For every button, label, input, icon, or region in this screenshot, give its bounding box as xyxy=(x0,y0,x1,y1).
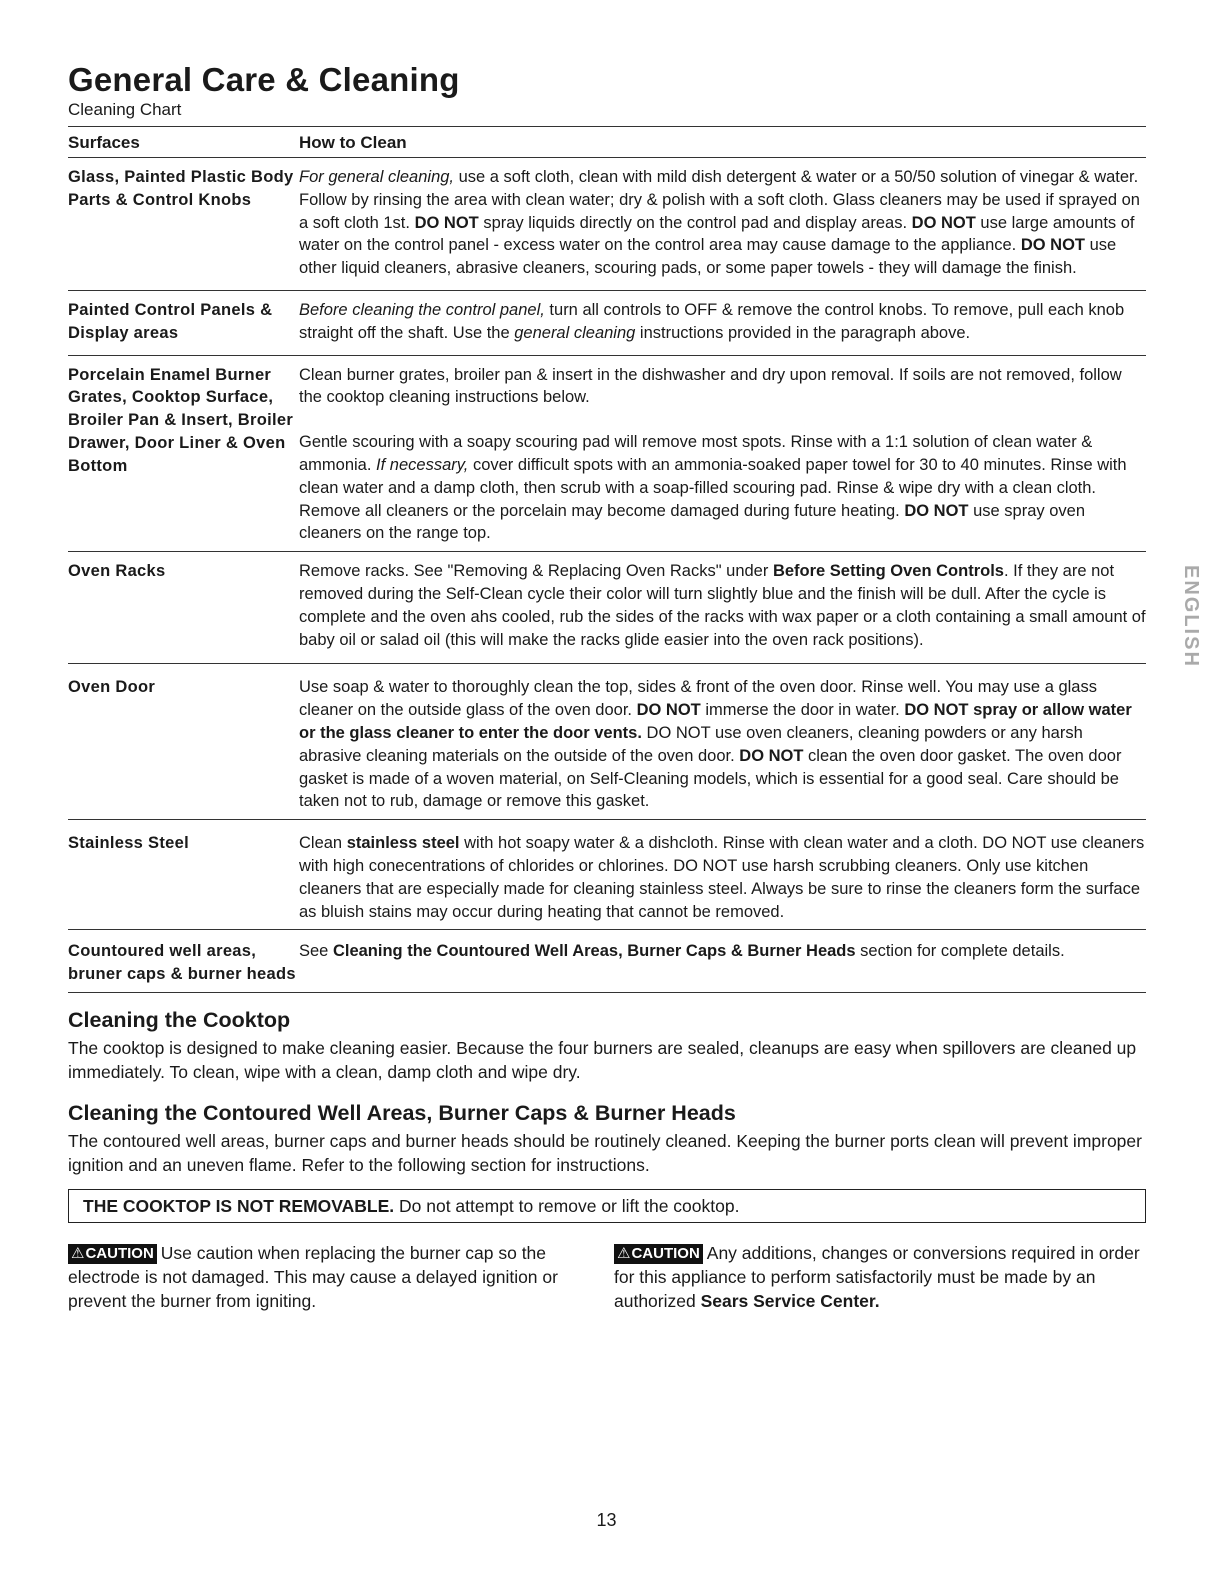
chart-row xyxy=(68,930,1146,993)
page-subtitle: Cleaning Chart xyxy=(68,100,182,119)
cautions xyxy=(68,1241,1146,1313)
bold-text: DO NOT xyxy=(1020,236,1086,255)
surface-label: Glass, Painted Plastic Body Parts & Control Knobs xyxy=(68,168,294,209)
surface-label: Oven Racks xyxy=(68,562,166,581)
italic-text: general cleaning xyxy=(514,323,636,342)
text: immerse the door in water. xyxy=(700,701,905,720)
text: DO NOT use oven cleaners, cleaning powders or any harsh abrasive cleaning materials on the outside of the oven door. xyxy=(299,723,1083,765)
text: spray liquids directly on the control pad and display areas. xyxy=(478,213,912,232)
cleaning-chart xyxy=(68,126,1146,993)
chart-row xyxy=(68,356,1146,553)
italic-text: If necessary, xyxy=(376,455,469,474)
how-to-clean xyxy=(299,676,1146,813)
bold-text: Before Setting Oven Controls xyxy=(772,562,1004,581)
text: use other liquid cleaners, abrasive cleaners, scouring pads, or some paper towels - they will damage the finish. xyxy=(299,236,1117,278)
chart-row xyxy=(68,552,1146,664)
bold-text: DO NOT xyxy=(636,701,701,720)
surface-label: Porcelain Enamel Burner Grates, Cooktop Surface, Broiler Pan & Insert, Broiler Drawer, Door Liner & Oven Bottom xyxy=(68,365,294,475)
paragraph: Clean burner grates, broiler pan & insert in the dishwasher and dry upon removal. If soils are not removed, follow the cooktop cleaning instructions below. xyxy=(299,365,1122,407)
how-to-clean xyxy=(299,832,1146,923)
how-to-clean xyxy=(299,560,1146,651)
contoured-heading: Cleaning the Contoured Well Areas, Burner Caps & Burner Heads xyxy=(68,1100,736,1125)
col-header-how: How to Clean xyxy=(299,133,407,152)
bold-text: Cleaning the Countoured Well Areas, Burner Caps & Burner Heads xyxy=(332,942,856,961)
text: use large amounts of water on the control panel - excess water on the control area may cause damage to the appliance. xyxy=(299,213,1135,255)
how-to-clean xyxy=(299,364,1146,546)
how-to-clean xyxy=(299,940,1146,986)
surface-label: Oven Door xyxy=(68,678,156,697)
text: Use soap & water to thoroughly clean the top, sides & front of the oven door. Rinse well. You may use a glass cleaner on the outside glass of the oven door. xyxy=(299,678,1097,720)
bold-text: DO NOT spray or allow water or the glass cleaner to enter the door vents. xyxy=(299,701,1132,742)
text: Clean xyxy=(299,834,347,853)
caution-badge xyxy=(614,1244,703,1264)
text: clean the oven door gasket. The oven door gasket is made of a woven material, on Self-Cleaning models, which is essential for a good seal. Care should be taken not to rub, damage or remove this gasket. xyxy=(299,746,1122,811)
text: section for complete details. xyxy=(855,942,1065,961)
surface-label: Countoured well areas, bruner caps & burner heads xyxy=(68,942,296,984)
bold-text: DO NOT xyxy=(911,213,976,232)
text: with hot soapy water & a dishcloth. Rinse with clean water and a cloth. DO NOT use cleaners with high conecentrations of chlorides or chlorines. DO NOT use harsh scrubbing cleaners. Only use kitchen cleaners that are especially made for cleaning stainless steel. Always be sure to rinse the cleaners form the surface as bluish stains may occur during heating that cannot be removed. xyxy=(299,834,1145,921)
caution-badge-label: CAUTION xyxy=(85,1244,154,1262)
how-to-clean xyxy=(299,299,1146,345)
chart-header xyxy=(68,127,1146,158)
how-to-clean xyxy=(299,166,1146,280)
chart-row xyxy=(68,820,1146,930)
caution-right-text: Any additions, changes or conversions required in order for this appliance to perform satisfactorily must be made by an authorized xyxy=(614,1242,1140,1311)
caution-badge-label: CAUTION xyxy=(631,1244,700,1262)
text: Remove racks. See "Removing & Replacing Oven Racks" under xyxy=(299,562,773,581)
caution-right xyxy=(614,1241,1146,1313)
chart-row xyxy=(68,158,1146,291)
text: use a soft cloth, clean with mild dish detergent & water or a 50/50 solution of vinegar & water. Follow by rinsing the area with clean water; dry & polish with a soft cloth. Glass cleaners may be used if sprayed on a soft cloth 1st. xyxy=(299,168,1140,232)
language-side-tab: ENGLISH xyxy=(1180,565,1202,668)
warning-triangle-icon: ⚠ xyxy=(71,1244,85,1262)
text: turn all controls to OFF & remove the control knobs. To remove, pull each knob straight off the shaft. Use the xyxy=(299,300,1125,342)
bold-text: DO NOT xyxy=(414,213,479,232)
caution-right-bold: Sears Service Center. xyxy=(700,1290,880,1311)
bold-text: DO NOT xyxy=(739,746,804,765)
contoured-body: The contoured well areas, burner caps and burner heads should be routinely cleaned. Keeping the burner ports clean will prevent improper ignition and an uneven flame. Refer to the following section for instructions. xyxy=(68,1130,1142,1175)
caution-left xyxy=(68,1241,588,1313)
surface-label: Stainless Steel xyxy=(68,834,189,853)
italic-text: For general cleaning, xyxy=(299,168,455,186)
cooktop-heading: Cleaning the Cooktop xyxy=(68,1007,291,1032)
italic-text: Before cleaning the control panel, xyxy=(299,300,545,319)
col-header-surfaces: Surfaces xyxy=(68,133,140,152)
text: . If they are not removed during the Self-Clean cycle their color will turn slightly blue and the finish will be dull. After the cycle is complete and the oven ahs cooled, rub the sides of the racks with wax paper or a cloth containing a small amount of baby oil or salad oil (this will make the racks glide easier into the oven rack positions). xyxy=(299,562,1146,649)
surface-label: Painted Control Panels & Display areas xyxy=(68,300,273,342)
warning-triangle-icon: ⚠ xyxy=(617,1244,631,1262)
notice-box xyxy=(68,1189,1146,1223)
caution-badge xyxy=(68,1244,157,1264)
cooktop-body: The cooktop is designed to make cleaning easier. Because the four burners are sealed, cleanups are easy when spillovers are cleaned up immediately. To clean, wipe with a clean, damp cloth and wipe dry. xyxy=(68,1037,1137,1082)
chart-row xyxy=(68,664,1146,820)
bold-text: DO NOT xyxy=(904,501,969,520)
text: Gentle scouring with a soapy scouring pad will remove most spots. Rinse with a 1:1 solution of clean water & ammonia. xyxy=(299,433,1093,474)
text: instructions provided in the paragraph above. xyxy=(635,323,971,342)
page xyxy=(68,60,1146,1313)
notice-text: Do not attempt to remove or lift the cooktop. xyxy=(394,1195,740,1216)
caution-left-text: Use caution when replacing the burner cap so the electrode is not damaged. This may cause a delayed ignition or prevent the burner from igniting. xyxy=(68,1242,558,1311)
chart-row xyxy=(68,291,1146,356)
bold-text: stainless steel xyxy=(346,834,460,853)
notice-bold: THE COOKTOP IS NOT REMOVABLE. xyxy=(83,1195,395,1216)
page-number: 13 xyxy=(596,1510,617,1530)
text: See xyxy=(299,942,333,961)
text: cover difficult spots with an ammonia-soaked paper towel for 30 to 40 minutes. Rinse with clean water and a damp cloth, then scrub with a soap-filled scouring pad. Rinse & wipe dry with a clean cloth. Remove all cleaners or the porcelain may become damaged during future heating. xyxy=(299,455,1127,520)
page-title: General Care & Cleaning xyxy=(68,61,460,98)
text: use spray oven cleaners on the range top. xyxy=(299,501,1085,543)
